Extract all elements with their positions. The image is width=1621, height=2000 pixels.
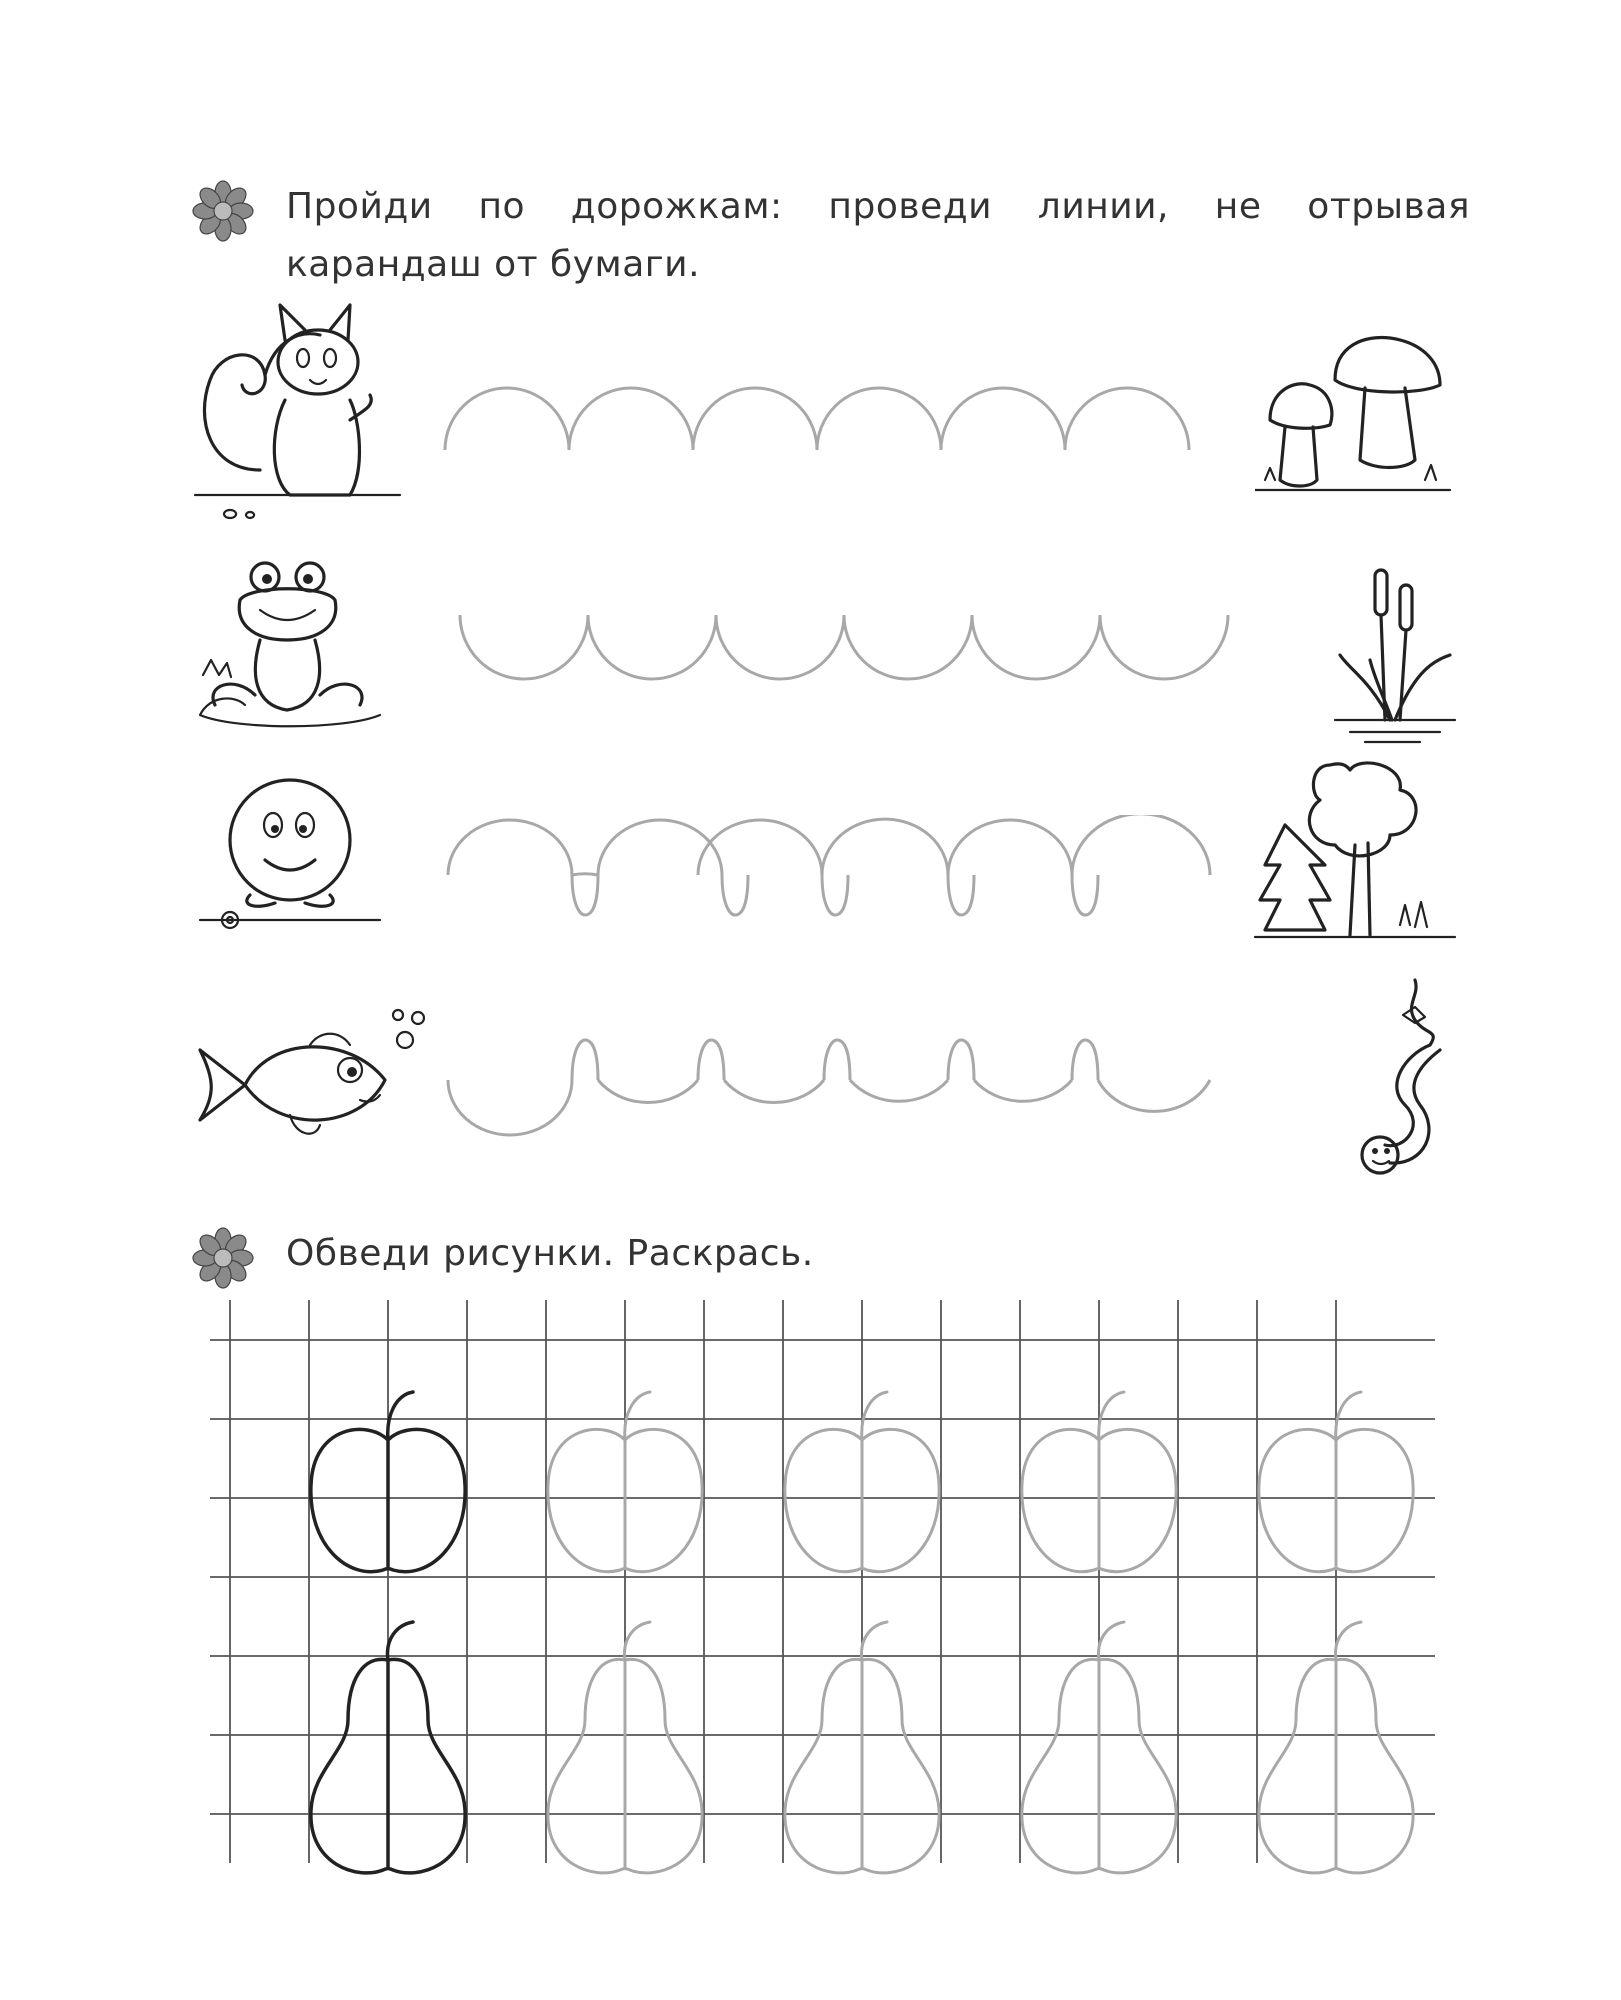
pear-outline-trace	[1022, 1622, 1176, 1873]
task-2-header	[190, 1225, 1470, 1295]
trace-arches-down	[440, 600, 1240, 710]
pear-outline-trace	[785, 1622, 939, 1873]
worm-picture	[1345, 975, 1465, 1185]
fish-picture	[190, 1000, 425, 1165]
flower-bullet-icon	[190, 1225, 256, 1291]
frog-picture	[195, 555, 385, 735]
task-1-header	[190, 178, 1470, 298]
mushrooms-picture	[1255, 330, 1455, 510]
trace-arches-up	[440, 365, 1220, 475]
trees-picture	[1250, 755, 1460, 945]
squirrel-picture	[190, 300, 420, 530]
flower-bullet-icon	[190, 178, 256, 244]
task-1-instruction: Пройди по дорожкам: проведи линии, не отрывая карандаш от бумаги.	[286, 186, 1470, 285]
pear-outline-trace	[1259, 1622, 1413, 1873]
task-2-instruction: Обведи рисунки. Раскрась.	[286, 1233, 814, 1274]
tracing-grid	[210, 1300, 1450, 1880]
pear-outline-solid	[311, 1622, 465, 1873]
trace-loops-up	[440, 815, 1230, 925]
trace-loops-down	[440, 1035, 1230, 1145]
cattail-picture	[1330, 560, 1460, 745]
kolobok-picture	[195, 775, 385, 940]
pear-outline-trace	[548, 1622, 702, 1873]
